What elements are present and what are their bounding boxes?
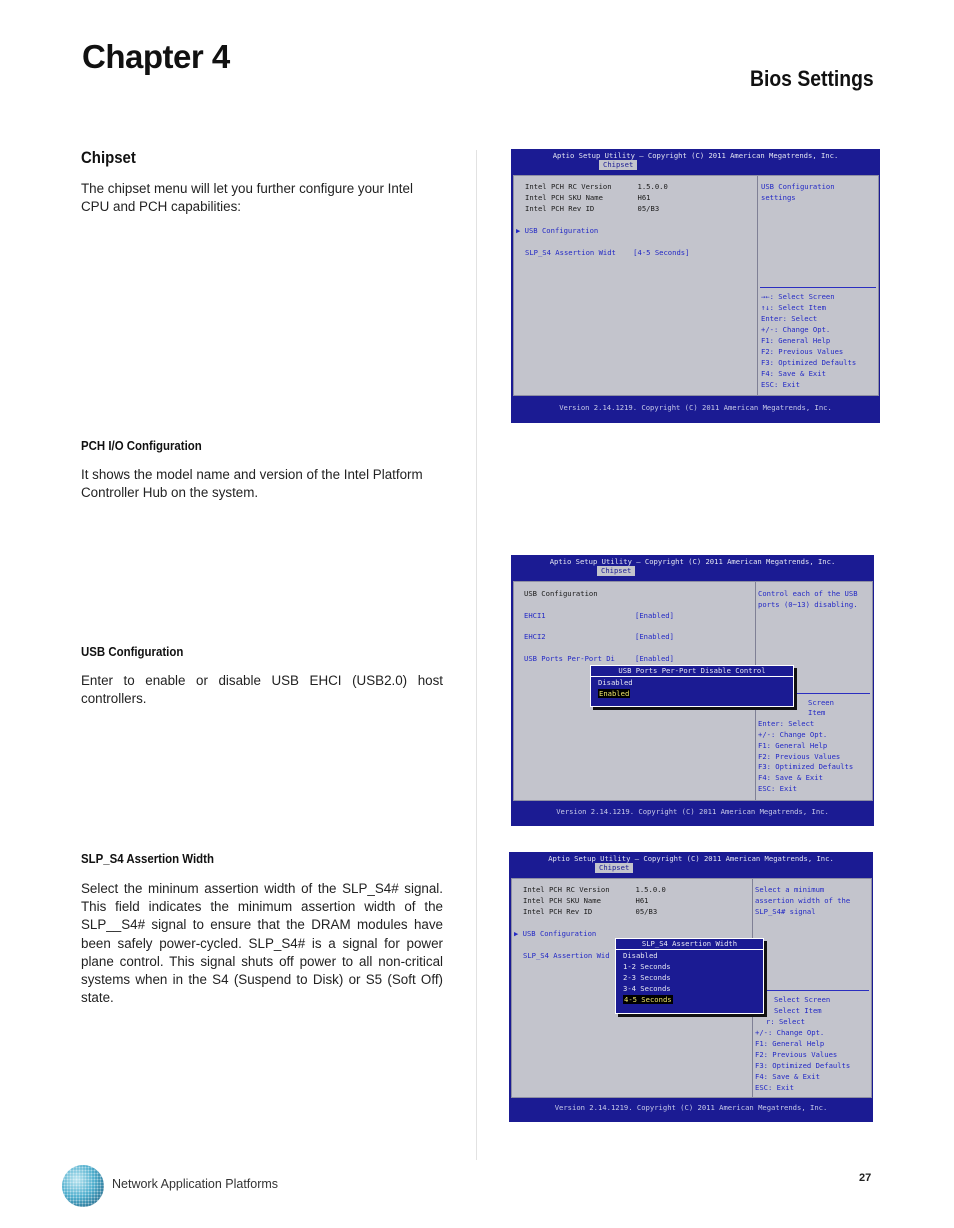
ehci2-label[interactable]: EHCI2 (524, 632, 546, 641)
usb-config-submenu[interactable] (514, 929, 596, 938)
section-title: Bios Settings (750, 66, 874, 91)
globe-logo-icon (60, 1163, 106, 1209)
bios-header: Aptio Setup Utility – Copyright (C) 2011 American Megatrends, Inc. (549, 557, 836, 566)
bios-main-panel (511, 878, 872, 1098)
usb-config-title: USB Configuration (524, 589, 598, 598)
key-help-9: ESC: Exit (755, 1083, 794, 1092)
ehci1-label[interactable]: EHCI1 (524, 611, 546, 620)
bios-footer: Version 2.14.1219. Copyright (C) 2011 American Megatrends, Inc. (559, 403, 832, 412)
usb-config-submenu[interactable] (516, 226, 598, 235)
key-help-3: Enter: Select (758, 719, 815, 728)
usb-config-label: USB Configuration (524, 226, 599, 235)
key-help-8: F4: Save & Exit (758, 773, 823, 782)
bios-main-panel (513, 175, 879, 396)
key-help-2: ↑↓: Select Item (761, 303, 826, 312)
per-port-label[interactable]: USB Ports Per-Port Di (524, 654, 615, 663)
key-help-8: F4: Save & Exit (761, 369, 826, 378)
popup-title: SLP_S4 Assertion Width (641, 939, 738, 948)
slp-text: Select the mininum assertion width of the SLP_S4# signal. This field indicates the minimum assertion width of the SLP__S4# signal to ensure that the DRAM modules have been safely power-cycled. SLP_S4# is a signal for power plane control. This signal shuts off power to all non-critical systems when in the S4 (Suspend to Disk) or S5 (Soft Off) state. (81, 881, 443, 1006)
pch-rc-version: Intel PCH RC Version 1.5.0.0 (525, 182, 668, 191)
key-help-2: Select Item (774, 1006, 822, 1015)
pch-rev-id: Intel PCH Rev ID 05/B3 (523, 907, 658, 916)
usb-config-label: USB Configuration (522, 929, 597, 938)
popup-option-selected: 4-5 Seconds (624, 995, 672, 1004)
key-help-7: F3: Optimized Defaults (761, 358, 857, 367)
pch-rev-id: Intel PCH Rev ID 05/B3 (525, 204, 660, 213)
usb-text: Enter to enable or disable USB EHCI (USB2.0) host controllers. (81, 673, 443, 707)
key-help-1: Screen (808, 698, 834, 707)
bios-footer: Version 2.14.1219. Copyright (C) 2011 American Megatrends, Inc. (554, 1103, 828, 1112)
bios-tab-chipset[interactable]: Chipset (599, 160, 637, 170)
help-separator (760, 287, 876, 288)
key-help-3: Enter: Select (761, 314, 818, 323)
key-help-4: +/-: Change Opt. (758, 730, 828, 739)
popup-option-disabled[interactable]: Disabled (623, 951, 658, 960)
popup-option-4-5[interactable] (623, 995, 673, 1004)
ehci1-value[interactable]: [Enabled] (635, 611, 674, 620)
key-help-4: +/-: Change Opt. (755, 1028, 825, 1037)
per-port-value[interactable]: [Enabled] (635, 654, 674, 663)
usb-heading: USB Configuration (81, 644, 184, 659)
help-line-1: USB Configuration (761, 182, 835, 191)
key-help-9: ESC: Exit (761, 380, 800, 389)
popup-option-3-4[interactable]: 3-4 Seconds (623, 984, 671, 993)
popup-title-rule (591, 676, 793, 677)
popup-title: USB Ports Per-Port Disable Control (618, 666, 766, 675)
chipset-heading: Chipset (81, 148, 136, 167)
column-divider (476, 150, 477, 1160)
key-help-6: F2: Previous Values (761, 347, 844, 356)
key-help-7: F3: Optimized Defaults (758, 762, 854, 771)
bios-screenshot-slp (509, 852, 873, 1122)
bios-tab-chipset[interactable]: Chipset (595, 863, 633, 873)
help-line-1: Control each of the USB (758, 589, 858, 598)
pch-sku-name: Intel PCH SKU Name H61 (525, 193, 651, 202)
help-line-2: settings (761, 193, 796, 202)
ehci2-value[interactable]: [Enabled] (635, 632, 674, 641)
help-line-3: SLP_S4# signal (755, 907, 816, 916)
key-help-9: ESC: Exit (758, 784, 797, 793)
popup-option-2-3[interactable]: 2-3 Seconds (623, 973, 671, 982)
help-line-1: Select a minimum (755, 885, 825, 894)
bios-header: Aptio Setup Utility – Copyright (C) 2011 American Megatrends, Inc. (548, 854, 834, 863)
chipset-intro: The chipset menu will let you further configure your Intel CPU and PCH capabilities: (81, 181, 413, 215)
popup-option-selected: Enabled (599, 689, 630, 698)
key-help-1: →←: Select Screen (761, 292, 835, 301)
usb-per-port-popup (590, 665, 794, 707)
slp-s4-setting[interactable]: SLP_S4 Assertion Widt [4-5 Seconds] (525, 248, 690, 257)
pch-io-text: It shows the model name and version of the Intel Platform Controller Hub on the system. (81, 467, 423, 501)
bios-main-panel (513, 581, 873, 801)
popup-option-disabled[interactable]: Disabled (598, 678, 633, 687)
key-help-5: F1: General Help (755, 1039, 825, 1048)
key-help-6: F2: Previous Values (758, 752, 841, 761)
bios-tab-chipset[interactable]: Chipset (597, 566, 635, 576)
key-help-3: r: Select (766, 1017, 805, 1026)
bios-header: Aptio Setup Utility – Copyright (C) 2011 American Megatrends, Inc. (552, 151, 839, 160)
submenu-arrow-icon: ▶ (516, 226, 521, 235)
help-line-2: assertion width of the (755, 896, 851, 905)
popup-title-rule (616, 949, 763, 950)
chapter-title: Chapter 4 (82, 38, 230, 75)
help-line-2: ports (0~13) disabling. (758, 600, 858, 609)
slp-s4-setting[interactable]: SLP_S4 Assertion Wid (523, 951, 610, 960)
key-help-1: Select Screen (774, 995, 831, 1004)
key-help-7: F3: Optimized Defaults (755, 1061, 851, 1070)
bios-screenshot-chipset (511, 149, 880, 423)
pch-rc-version: Intel PCH RC Version 1.5.0.0 (523, 885, 666, 894)
key-help-4: +/-: Change Opt. (761, 325, 831, 334)
bios-footer: Version 2.14.1219. Copyright (C) 2011 American Megatrends, Inc. (556, 807, 829, 816)
slp-heading: SLP_S4 Assertion Width (81, 851, 214, 866)
panel-separator (757, 176, 758, 395)
slp-s4-popup (615, 938, 764, 1014)
submenu-arrow-icon: ▶ (514, 929, 519, 938)
key-help-6: F2: Previous Values (755, 1050, 838, 1059)
pch-sku-name: Intel PCH SKU Name H61 (523, 896, 649, 905)
key-help-5: F1: General Help (761, 336, 831, 345)
help-separator (754, 990, 869, 991)
popup-option-1-2[interactable]: 1-2 Seconds (623, 962, 671, 971)
page-number: 27 (859, 1172, 872, 1184)
popup-option-enabled[interactable] (598, 689, 630, 698)
footer-brand: Network Application Platforms (112, 1177, 279, 1191)
key-help-8: F4: Save & Exit (755, 1072, 820, 1081)
key-help-2: Item (808, 708, 826, 717)
pch-io-heading: PCH I/O Configuration (81, 438, 202, 453)
key-help-5: F1: General Help (758, 741, 828, 750)
bios-screenshot-usb (511, 555, 874, 826)
